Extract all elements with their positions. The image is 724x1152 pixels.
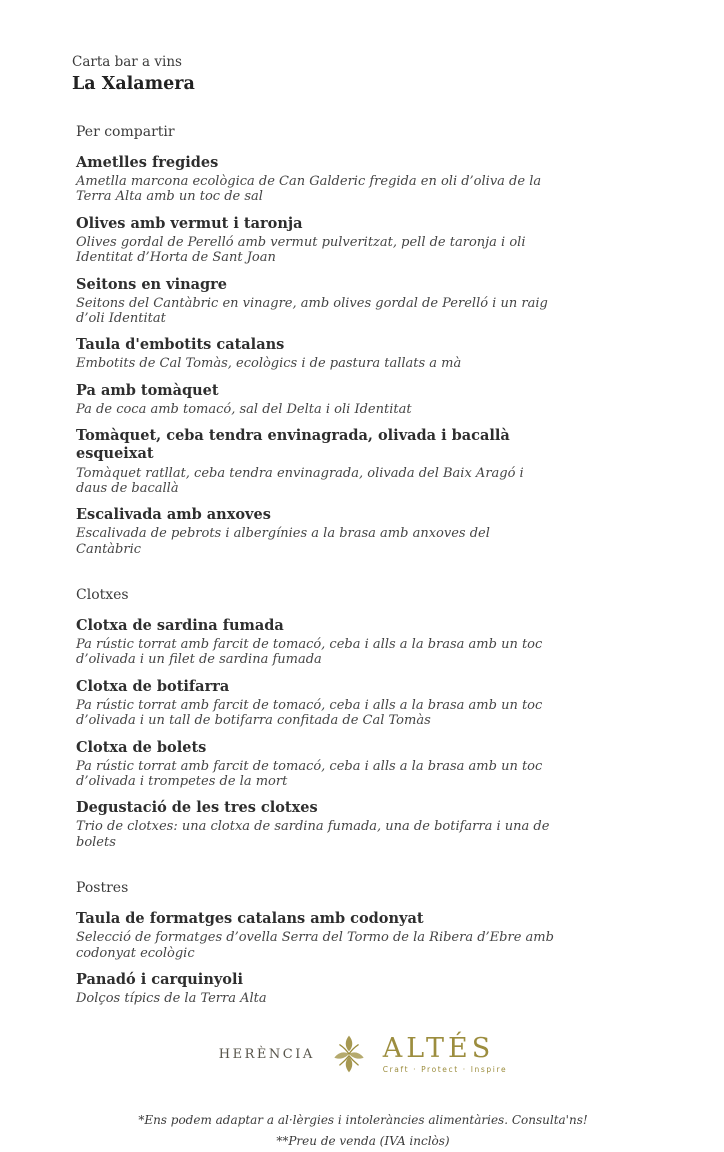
- menu-item-description: Dolços típics de la Terra Alta: [76, 990, 267, 1006]
- section-title: Per compartir: [76, 124, 175, 140]
- brand-name-herencia: HERÈNCIA: [218, 1046, 315, 1062]
- menu-section: [72, 880, 654, 1006]
- footer-note-allergies: *Ens podem adaptar a al·lèrgies i intoleràncies alimentàries. Consulta'ns!: [138, 1113, 588, 1128]
- brand-emblem-icon: [327, 1032, 371, 1076]
- menu-item-title: Olives amb vermut i taronja: [76, 214, 303, 232]
- brand-wordmark: [382, 1032, 508, 1074]
- menu-item: [76, 215, 554, 266]
- menu-item: [76, 154, 554, 205]
- menu-item-title: Clotxa de bolets: [76, 738, 207, 756]
- section-title: Clotxes: [76, 586, 129, 603]
- menu-item-description: Tomàquet ratllat, ceba tendra envinagrada, olivada del Baix Aragó i daus de bacallà: [76, 465, 524, 496]
- menu-item: [76, 382, 554, 417]
- menu-item: [76, 336, 554, 371]
- menu-item-title: Escalivada amb anxoves: [76, 506, 271, 524]
- menu-sections: [72, 124, 654, 1006]
- menu-footer: [72, 1110, 654, 1152]
- menu-item: [76, 739, 554, 790]
- menu-item-title: Seitons en vinagre: [76, 275, 228, 293]
- menu-item-title: Pa amb tomàquet: [76, 381, 219, 399]
- menu-item-description: Trio de clotxes: una clotxa de sardina fumada, una de botifarra i una de bolets: [76, 819, 550, 850]
- menu-item: [76, 427, 554, 496]
- menu-item-title: Clotxa de botifarra: [76, 677, 230, 695]
- brand-tagline: Craft · Protect · Inspire: [382, 1064, 508, 1074]
- menu-item-description: Ametlla marcona ecològica de Can Galderic fregida en oli d’oliva de la Terra Alta amb un toc de sal: [76, 174, 542, 205]
- menu-item-description: Escalivada de pebrots i albergínies a la brasa amb anxoves del Cantàbric: [76, 526, 490, 557]
- menu-item: [76, 799, 554, 850]
- menu-item-description: Pa rústic torrat amb farcit de tomacó, ceba i alls a la brasa amb un toc d’olivada i trompetes de la mort: [76, 758, 543, 789]
- menu-item: [76, 276, 554, 327]
- menu-item-title: Panadó i carquinyoli: [76, 970, 243, 988]
- brand-name-altes: ALTÉS: [382, 1032, 495, 1064]
- menu-item: [76, 910, 554, 961]
- menu-item-description: Olives gordal de Perelló amb vermut pulveritzat, pell de taronja i oli Identitat d’Horta de Sant Joan: [76, 234, 526, 266]
- menu-section: [72, 587, 654, 850]
- menu-title: La Xalamera: [72, 74, 195, 94]
- menu-item: [76, 617, 554, 668]
- menu-item-title: Clotxa de sardina fumada: [76, 616, 284, 634]
- menu-item: [76, 506, 554, 557]
- menu-item-description: Selecció de formatges d’ovella Serra del Tormo de la Ribera d’Ebre amb codonyat ecològic: [76, 930, 554, 961]
- menu-item-description: Seitons del Cantàbric en vinagre, amb olives gordal de Perelló i un raig d’oli Identitat: [76, 295, 548, 327]
- menu-section: [72, 124, 654, 557]
- brand-logo: [72, 1032, 654, 1076]
- menu-item-description: Embotits de Cal Tomàs, ecològics i de pastura tallats a mà: [76, 356, 462, 372]
- section-title: Postres: [76, 880, 129, 897]
- menu-item-title: Tomàquet, ceba tendra envinagrada, olivada i bacallà esqueixat: [76, 427, 510, 463]
- menu-item: [76, 678, 554, 729]
- menu-subtitle: Carta bar a vins: [72, 54, 182, 70]
- menu-item-title: Taula d'embotits catalans: [76, 336, 285, 354]
- menu-item-title: Degustació de les tres clotxes: [76, 799, 318, 817]
- menu-item-description: Pa de coca amb tomacó, sal del Delta i oli Identitat: [76, 401, 412, 417]
- menu-item-description: Pa rústic torrat amb farcit de tomacó, ceba i alls a la brasa amb un toc d’olivada i un filet de sardina fumada: [76, 637, 543, 668]
- menu-item: [76, 971, 554, 1006]
- menu-item-description: Pa rústic torrat amb farcit de tomacó, ceba i alls a la brasa amb un toc d’olivada i un tall de botifarra confitada de Cal Tomàs: [76, 697, 543, 729]
- footer-note-price: **Preu de venda (IVA inclòs): [276, 1134, 450, 1149]
- menu-header: [72, 54, 654, 94]
- menu-item-title: Ametlles fregides: [76, 154, 219, 171]
- menu-item-title: Taula de formatges catalans amb codonyat: [76, 910, 424, 928]
